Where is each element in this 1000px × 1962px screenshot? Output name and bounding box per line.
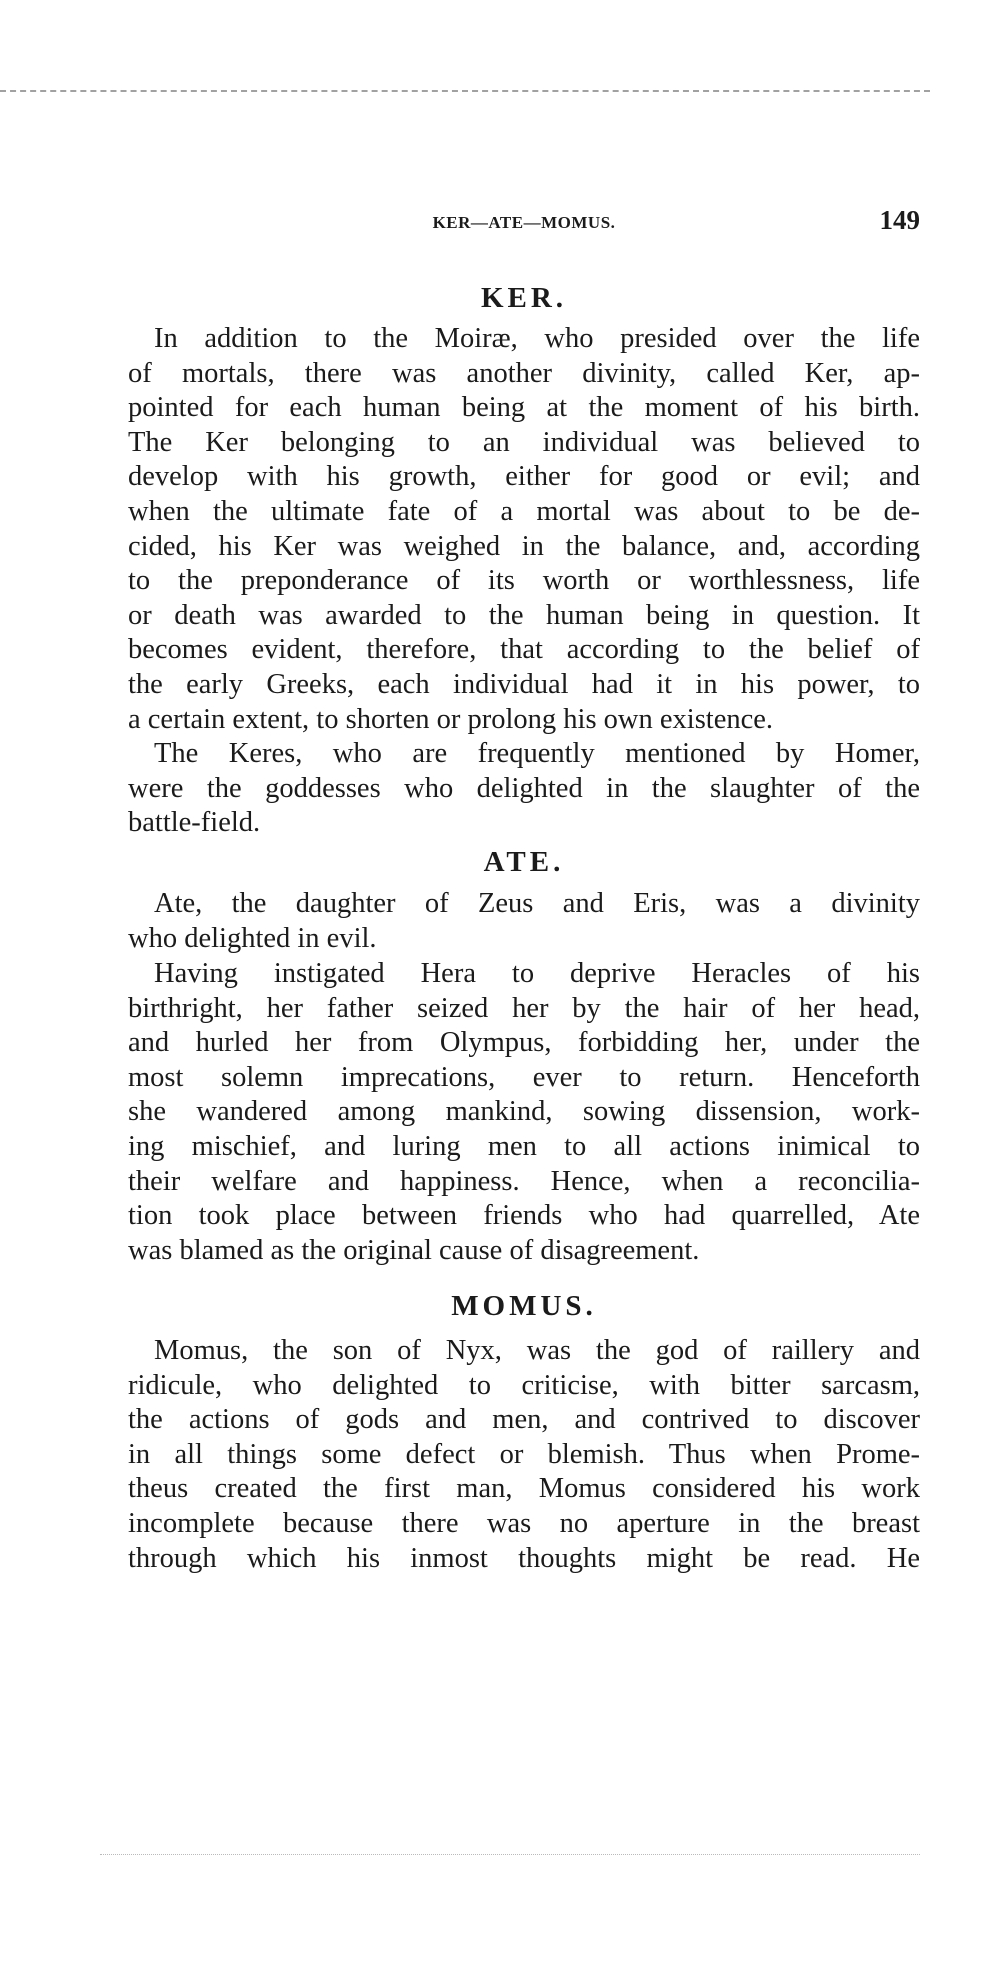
page-number: 149 [879, 205, 920, 235]
text-line: in all things some defect or blemish. Thus when Prome- [128, 1438, 920, 1470]
text-line: their welfare and happiness. Hence, when a reconcilia- [128, 1165, 920, 1197]
text-line: was blamed as the original cause of disagreement. [128, 1234, 700, 1266]
ate-paragraph-2 [128, 957, 920, 1268]
text-line: a certain extent, to shorten or prolong his own existence. [128, 703, 774, 735]
text-line: or death was awarded to the human being in question. It [128, 599, 920, 631]
text-line: cided, his Ker was weighed in the balance, and, according [128, 530, 920, 562]
text-line: In addition to the Moiræ, who presided over the life [154, 323, 920, 354]
text-line: the actions of gods and men, and contrived to discover [128, 1404, 920, 1436]
text-line: the early Greeks, each individual had it in his power, to [128, 668, 920, 700]
ate-paragraph-1 [128, 887, 920, 956]
text-line: she wandered among mankind, sowing dissension, work- [128, 1096, 920, 1128]
section-title-ate: ATE. [483, 846, 565, 878]
text-line: battle-field. [128, 807, 261, 839]
text-line: to the preponderance of its worth or worthlessness, life [128, 565, 920, 597]
text-line: The Keres, who are frequently mentioned by Homer, [154, 738, 920, 769]
ker-paragraph-2 [128, 737, 920, 841]
ker-paragraph-1 [128, 322, 920, 737]
text-line: Ate, the daughter of Zeus and Eris, was a divinity [154, 888, 920, 919]
momus-paragraph-1 [128, 1334, 920, 1576]
text-line: becomes evident, therefore, that according to the belief of [128, 634, 920, 666]
text-line: through which his inmost thoughts might be read. He [128, 1542, 920, 1574]
text-line: most solemn imprecations, ever to return. Henceforth [128, 1061, 920, 1093]
text-line: of mortals, there was another divinity, called Ker, ap- [128, 357, 920, 389]
section-title-momus: MOMUS. [451, 1290, 597, 1322]
text-line: The Ker belonging to an individual was believed to [128, 426, 920, 458]
text-line: ing mischief, and luring men to all actions inimical to [128, 1130, 920, 1162]
text-line: theus created the first man, Momus considered his work [128, 1473, 920, 1505]
running-title: KER—ATE—MOMUS. [432, 213, 616, 232]
text-line: birthright, her father seized her by the hair of her head, [128, 992, 920, 1024]
text-line: who delighted in evil. [128, 922, 377, 954]
text-line: were the goddesses who delighted in the slaughter of the [128, 772, 920, 804]
text-line: Momus, the son of Nyx, was the god of raillery and [154, 1335, 920, 1366]
text-line: pointed for each human being at the moment of his birth. [128, 392, 920, 424]
text-line: ridicule, who delighted to criticise, with bitter sarcasm, [128, 1369, 920, 1401]
section-title-ker: KER. [480, 282, 568, 314]
text-line: and hurled her from Olympus, forbidding her, under the [128, 1027, 920, 1059]
text-line: incomplete because there was no aperture in the breast [128, 1507, 920, 1539]
text-line: develop with his growth, either for good or evil; and [128, 461, 920, 493]
scan-top-rule [0, 90, 930, 92]
text-line: tion took place between friends who had quarrelled, Ate [128, 1200, 920, 1232]
text-line: Having instigated Hera to deprive Heracles of his [154, 958, 920, 989]
running-head [128, 205, 920, 241]
text-line: when the ultimate fate of a mortal was about to be de- [128, 495, 920, 527]
scan-bottom-marks [100, 1854, 920, 1855]
